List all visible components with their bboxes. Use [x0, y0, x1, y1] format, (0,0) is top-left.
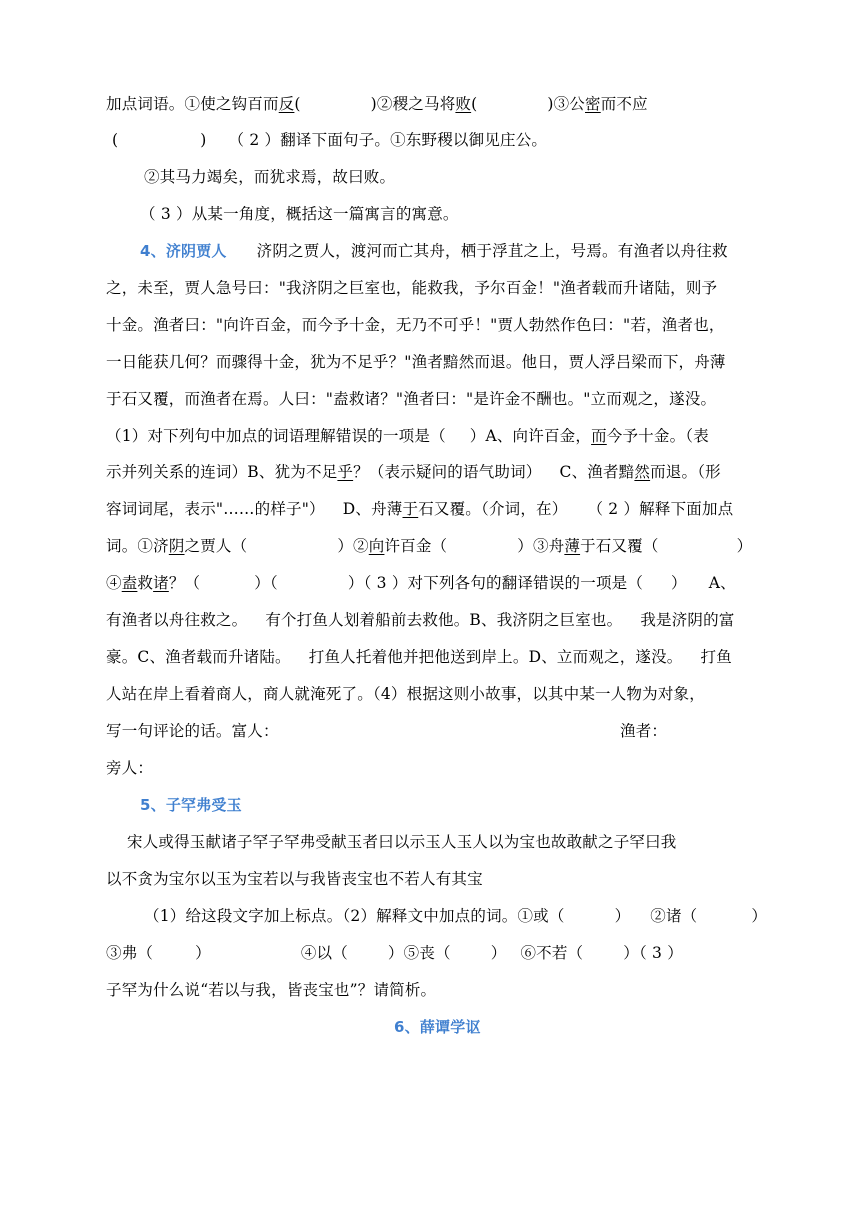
text: 加点词语。①使之钩百而 — [106, 95, 279, 113]
q4-line-6 — [106, 425, 709, 447]
text: 有个打鱼人划着船前去救他。B、我济阴之巨室也。 — [265, 611, 623, 629]
dotted-word: 向 — [368, 537, 385, 555]
text: ）（ — [254, 574, 278, 592]
text: 词。①济 — [106, 537, 169, 555]
text: 济阴之贾人，渡河而亡其舟，栖于浮苴之上，号焉。有渔者以舟往救 — [256, 242, 728, 260]
text: ）② — [337, 537, 369, 555]
text: 示并列关系的连词）B、犹为不足 — [106, 463, 338, 481]
text: )②稷之马将 — [370, 95, 456, 113]
q5-line-5: 子罕为什么说“若以与我，皆丧宝也”？请简析。 — [106, 981, 437, 999]
text: 救 — [137, 574, 154, 592]
q4-line-9 — [106, 535, 752, 557]
text: ④ — [106, 574, 122, 592]
q3-line-4: （ 3 ）从某一角度，概括这一篇寓言的寓意。 — [140, 205, 459, 223]
dotted-word: 诸 — [153, 574, 169, 592]
text: （ 2 ）解释下面加点 — [587, 500, 734, 518]
q4-line-10 — [106, 572, 736, 594]
text: ？（表示疑问的语气助词） — [353, 463, 542, 481]
q4-line-12 — [106, 646, 732, 668]
text: ） — [195, 944, 211, 962]
text: A、 — [708, 574, 736, 592]
dotted-word: 反 — [278, 95, 295, 113]
text: C、渔者黯 — [559, 463, 635, 481]
dotted-word: 乎 — [337, 463, 354, 481]
dotted-word: 密 — [585, 95, 601, 113]
q3-line-2 — [112, 129, 547, 151]
text: ）（ 3 ）对下列各句的翻译错误的一项是（ — [347, 574, 644, 592]
text: ） — [614, 907, 631, 925]
q3-line-1 — [106, 93, 648, 115]
text: ） — [671, 574, 687, 592]
q4-line-5: 于石又覆，而渔者在焉。人曰："盍救诸？"渔者曰："是许金不酬也。"立而观之，遂没。 — [106, 390, 717, 408]
dotted-word: 薄 — [564, 537, 581, 555]
q4-line-8 — [106, 498, 733, 520]
text: （1）对下列句中加点的词语理解错误的一项是（ — [106, 427, 446, 445]
text: （1）给这段文字加上标点。（2）解释文中加点的词。①或（ — [144, 907, 565, 925]
section-heading: 4、济阴贾人 — [140, 242, 227, 260]
q4-line-15: 旁人： — [106, 759, 154, 777]
text: 有渔者以舟往救之。 — [106, 611, 248, 629]
text: ( — [471, 95, 478, 113]
text: 而退。（形 — [650, 463, 721, 481]
text: 而不应 — [600, 95, 648, 113]
text: 豪。C、渔者载而升诸陆。 — [106, 648, 291, 666]
section-heading: 5、子罕弗受玉 — [140, 796, 242, 814]
q3-line-3: ②其马力竭矣，而犹求焉，故曰败。 — [144, 168, 396, 186]
fisherman-label: 渔者： — [620, 722, 668, 740]
text: ）A、向许百金， — [469, 427, 592, 445]
text: 于石又覆（ — [580, 537, 659, 555]
text: ） — [490, 944, 507, 962]
text: 我是济阴的富 — [640, 611, 735, 629]
text: 打鱼人托着他并把他送到岸上。D、立而观之，遂没。 — [308, 648, 683, 666]
dotted-word: 于 — [402, 500, 419, 518]
q5-line-4 — [106, 942, 683, 964]
q4-line-3: 十金。渔者曰："向许百金，而今予十金，无乃不可乎！"贾人勃然作色曰："若，渔者也， — [106, 316, 725, 334]
section-heading: 6、薛谭学讴 — [394, 1018, 481, 1036]
text: ）③舟 — [517, 537, 565, 555]
text: ⑥不若（ — [520, 944, 584, 962]
q4-line-11 — [106, 609, 735, 631]
text: ） — [736, 537, 753, 555]
text: 写一句评论的话。富人： — [106, 722, 279, 740]
text: 今予十金。（表 — [606, 427, 709, 445]
text: ）⑤丧（ — [387, 944, 451, 962]
q6-heading-line — [394, 1016, 481, 1038]
dotted-word: 然 — [634, 463, 651, 481]
dotted-word: 而 — [591, 427, 607, 445]
dotted-word: 败 — [455, 95, 472, 113]
q5-heading-line — [140, 794, 242, 816]
text: ②诸（ — [650, 907, 698, 925]
text: ） — [751, 907, 768, 925]
q4-line-2: 之，未至，贾人急号曰："我济阴之巨室也，能救我，予尔百金！"渔者载而升诸陆，则予 — [106, 279, 718, 297]
text: 石又覆。（介词，在） — [418, 500, 568, 518]
text: 许百金（ — [384, 537, 448, 555]
dotted-word: 阴 — [168, 537, 185, 555]
q5-line-3 — [144, 905, 767, 927]
dotted-word: 盍 — [121, 574, 138, 592]
q4-line-1 — [140, 240, 728, 262]
text: ) — [200, 131, 207, 149]
q5-line-1: 宋人或得玉献诸子罕子罕弗受献玉者曰以示玉人玉人以为宝也故敢献之子罕曰我 — [127, 833, 677, 851]
text: )③公 — [547, 95, 586, 113]
text: 打鱼 — [700, 648, 732, 666]
text: 容词词尾，表示"……的样子"） — [106, 500, 325, 518]
q4-line-4: 一日能获几何？而骤得十金，犹为不足乎？"渔者黯然而退。他日，贾人浮吕梁而下，舟薄 — [106, 353, 726, 371]
text: ④以（ — [300, 944, 348, 962]
q4-line-13: 人站在岸上看着商人，商人就淹死了。（4）根据这则小故事，以其中某一人物为对象， — [106, 685, 705, 703]
text: D、舟薄 — [342, 500, 403, 518]
text: ？（ — [168, 574, 201, 592]
q5-line-2: 以不贪为宝尔以玉为宝若以与我皆丧宝也不若人有其宝 — [106, 870, 483, 888]
text: ③弗（ — [106, 944, 154, 962]
text: （ 2 ）翻译下面句子。①东野稷以御见庄公。 — [228, 131, 548, 149]
text: ( — [112, 131, 119, 149]
q4-line-7 — [106, 461, 721, 483]
text: 之贾人（ — [184, 537, 248, 555]
text: ( — [294, 95, 301, 113]
text: ）（ 3 ） — [623, 944, 683, 962]
q4-line-14 — [106, 720, 279, 742]
